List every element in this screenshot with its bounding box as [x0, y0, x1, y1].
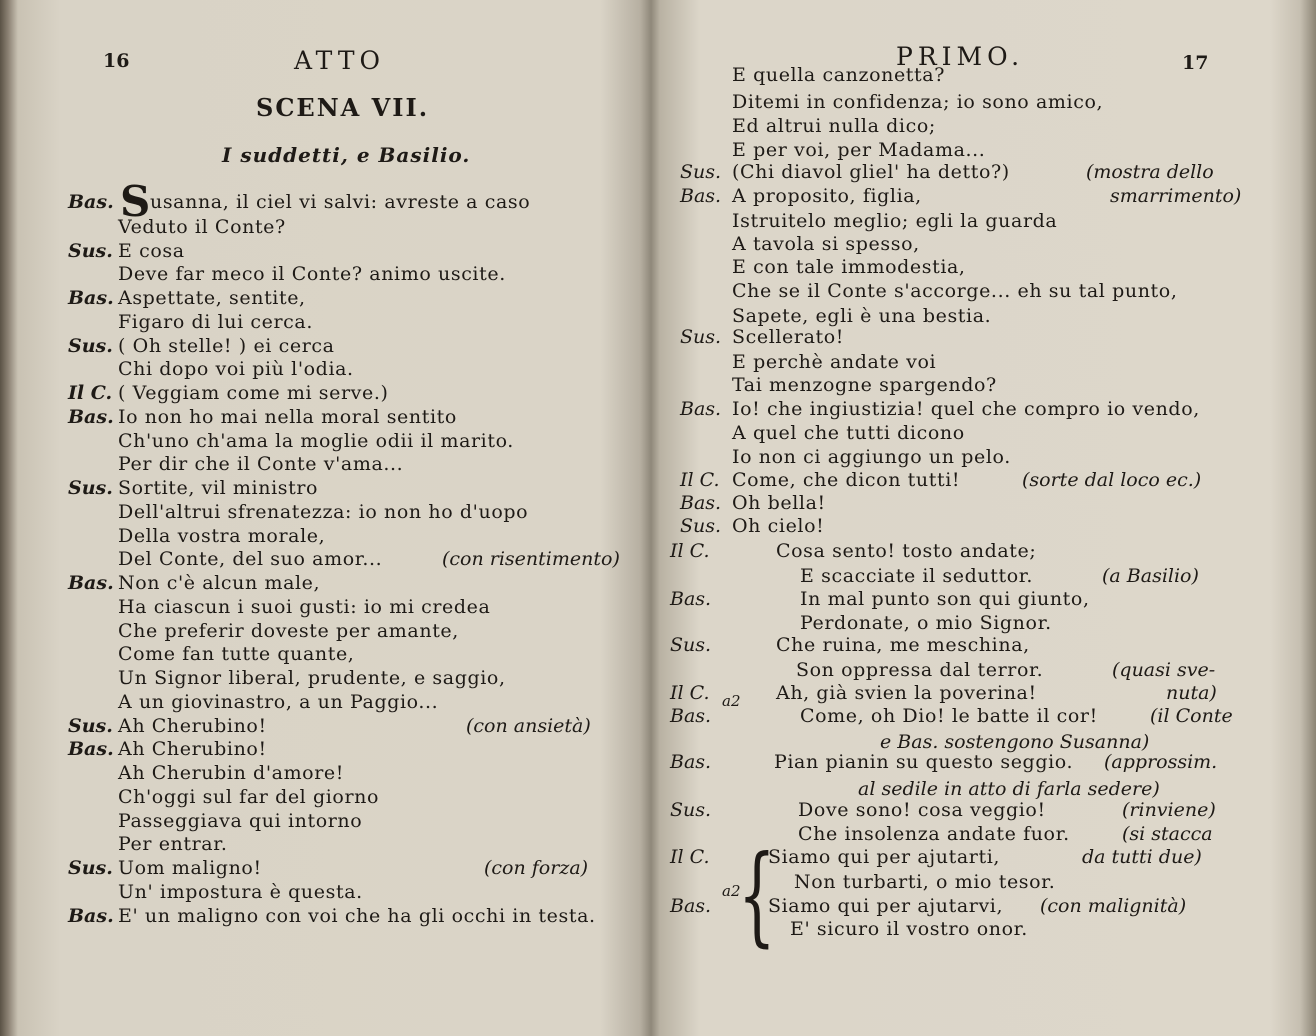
- verse-line: Oh bella!: [732, 492, 826, 514]
- speaker-label: Bas.: [68, 191, 114, 213]
- speaker-label: Bas.: [68, 572, 114, 594]
- verse-line: Io! che ingiustizia! quel che compro io vendo,: [732, 398, 1200, 420]
- running-head: PRIMO.: [896, 42, 1025, 71]
- page-number: 16: [103, 50, 130, 72]
- verse-line: Ah Cherubin d'amore!: [118, 762, 344, 784]
- verse-line: Cosa sento! tosto andate;: [776, 540, 1037, 562]
- verse-line: E cosa: [118, 240, 185, 262]
- verse-line: Passeggiava qui intorno: [118, 810, 363, 832]
- verse-line: Che preferir doveste per amante,: [118, 620, 459, 642]
- verse-line: Ed altrui nulla dico;: [732, 115, 936, 137]
- verse-line: E quella canzonetta?: [732, 64, 945, 86]
- verse-line: Come fan tutte quante,: [118, 643, 355, 665]
- stage-direction: da tutti due): [1082, 846, 1202, 868]
- stage-direction: (a Basilio): [1102, 565, 1199, 587]
- verse-line: Del Conte, del suo amor...: [118, 548, 383, 570]
- verse-line: A un giovinastro, a un Paggio...: [118, 691, 439, 713]
- verse-line: Io non ci aggiungo un pelo.: [732, 446, 1011, 468]
- verse-line: In mal punto son qui giunto,: [800, 588, 1090, 610]
- a2-label: a2: [722, 882, 741, 900]
- speaker-label: Sus.: [68, 477, 113, 499]
- verse-line: Per entrar.: [118, 833, 228, 855]
- speaker-label: Sus.: [680, 515, 722, 537]
- stage-direction: (il Conte: [1150, 705, 1233, 727]
- speaker-label: Bas.: [680, 492, 722, 514]
- verse-line: Ch'uno ch'ama la moglie odii il marito.: [118, 430, 514, 452]
- verse-line: Dell'altrui sfrenatezza: io non ho d'uopo: [118, 501, 529, 523]
- verse-line: Come, che dicon tutti!: [732, 469, 961, 491]
- verse-line: Che insolenza andate fuor.: [798, 823, 1070, 845]
- speaker-label: Bas.: [68, 738, 114, 760]
- speaker-label: Il C.: [670, 682, 710, 704]
- scene-characters: I suddetti, e Basilio.: [222, 143, 471, 167]
- speaker-label: Sus.: [680, 161, 722, 183]
- verse-line: Che se il Conte s'accorge... eh su tal punto,: [732, 280, 1178, 302]
- verse-line: Ch'oggi sul far del giorno: [118, 786, 380, 808]
- verse-line: Son oppressa dal terror.: [796, 659, 1044, 681]
- verse-line: E per voi, per Madama...: [732, 139, 986, 161]
- verse-line: Siamo qui per ajutarvi,: [768, 895, 1004, 917]
- verse-line: Ah, già svien la poverina!: [776, 682, 1037, 704]
- speaker-label: Sus.: [68, 715, 113, 737]
- stage-direction: (rinviene): [1122, 799, 1216, 821]
- verse-line: Non c'è alcun male,: [118, 572, 321, 594]
- verse-line: ( Veggiam come mi serve.): [118, 382, 389, 404]
- verse-line: Non turbarti, o mio tesor.: [794, 871, 1056, 893]
- verse-line: Istruitelo meglio; egli la guarda: [732, 210, 1058, 232]
- verse-line: usanna, il ciel vi salvi: avreste a caso: [150, 191, 531, 213]
- verse-line: Veduto il Conte?: [118, 216, 286, 238]
- verse-line: Che ruina, me meschina,: [776, 634, 1030, 656]
- stage-direction: smarrimento): [1110, 185, 1242, 207]
- verse-line: Ah Cherubino!: [118, 738, 267, 760]
- verse-line: Uom maligno!: [118, 857, 262, 879]
- verse-line: Per dir che il Conte v'ama...: [118, 453, 404, 475]
- stage-direction: (approssim.: [1104, 751, 1218, 773]
- drop-capital: S: [120, 177, 151, 226]
- verse-line: E scacciate il seduttor.: [800, 565, 1033, 587]
- speaker-label: Bas.: [68, 406, 114, 428]
- verse-line: Figaro di lui cerca.: [118, 311, 313, 333]
- verse-line: Io non ho mai nella moral sentito: [118, 406, 457, 428]
- verse-line: Chi dopo voi più l'odia.: [118, 358, 354, 380]
- verse-line: E perchè andate voi: [732, 351, 937, 373]
- speaker-label: Sus.: [670, 634, 712, 656]
- verse-line: E con tale immodestia,: [732, 256, 966, 278]
- stage-direction: (con ansietà): [466, 715, 591, 737]
- verse-line: Dove sono! cosa veggio!: [798, 799, 1046, 821]
- verse-line: Ah Cherubino!: [118, 715, 267, 737]
- speaker-label: Sus.: [680, 326, 722, 348]
- verse-line: A tavola si spesso,: [732, 233, 920, 255]
- verse-line: Sortite, vil ministro: [118, 477, 319, 499]
- stage-direction: (con risentimento): [442, 548, 620, 570]
- running-head: ATTO: [294, 46, 385, 75]
- stage-direction: (si stacca: [1122, 823, 1213, 845]
- verse-line: Ha ciascun i suoi gusti: io mi credea: [118, 596, 491, 618]
- verse-line: Tai menzogne spargendo?: [732, 374, 997, 396]
- verse-line: Un Signor liberal, prudente, e saggio,: [118, 667, 506, 689]
- speaker-label: Il C.: [670, 540, 710, 562]
- verse-line: A quel che tutti dicono: [732, 422, 965, 444]
- speaker-label: Bas.: [670, 751, 712, 773]
- verse-line: Deve far meco il Conte? animo uscite.: [118, 263, 506, 285]
- stage-direction: (sorte dal loco ec.): [1022, 469, 1202, 491]
- brace-icon: {: [738, 833, 776, 958]
- stage-direction: al sedile in atto di farla sedere): [858, 778, 1160, 800]
- verse-line: Della vostra morale,: [118, 525, 326, 547]
- verse-line: ( Oh stelle! ) ei cerca: [118, 335, 335, 357]
- scene-heading: SCENA VII.: [256, 93, 430, 122]
- speaker-label: Sus.: [68, 857, 113, 879]
- verse-line: Scellerato!: [732, 326, 845, 348]
- verse-line: Siamo qui per ajutarti,: [768, 846, 1001, 868]
- verse-line: Oh cielo!: [732, 515, 825, 537]
- verse-line: Pian pianin su questo seggio.: [774, 751, 1074, 773]
- stage-direction: (con forza): [484, 857, 589, 879]
- speaker-label: Bas.: [670, 895, 712, 917]
- verse-line: Sapete, egli è una bestia.: [732, 305, 992, 327]
- speaker-label: Bas.: [680, 185, 722, 207]
- speaker-label: Sus.: [670, 799, 712, 821]
- verse-line: E' sicuro il vostro onor.: [790, 918, 1028, 940]
- left-page: [0, 0, 648, 1036]
- speaker-label: Sus.: [68, 335, 113, 357]
- a2-label: a2: [722, 692, 741, 710]
- verse-line: Ditemi in confidenza; io sono amico,: [732, 91, 1104, 113]
- speaker-label: Bas.: [670, 705, 712, 727]
- speaker-label: Il C.: [680, 469, 720, 491]
- verse-line: Perdonate, o mio Signor.: [800, 612, 1052, 634]
- stage-direction: (quasi sve-: [1112, 659, 1216, 681]
- stage-direction: nuta): [1166, 682, 1217, 704]
- verse-line: E' un maligno con voi che ha gli occhi in testa.: [118, 905, 596, 927]
- speaker-label: Bas.: [68, 905, 114, 927]
- stage-direction: e Bas. sostengono Susanna): [880, 731, 1150, 753]
- speaker-label: Il C.: [68, 382, 113, 404]
- stage-direction: (con malignità): [1040, 895, 1187, 917]
- page-number: 17: [1182, 52, 1209, 74]
- right-page: [652, 0, 1316, 1036]
- speaker-label: Sus.: [68, 240, 113, 262]
- speaker-label: Bas.: [68, 287, 114, 309]
- speaker-label: Bas.: [670, 588, 712, 610]
- verse-line: Come, oh Dio! le batte il cor!: [800, 705, 1098, 727]
- verse-line: Un' impostura è questa.: [118, 881, 363, 903]
- speaker-label: Bas.: [680, 398, 722, 420]
- verse-line: Aspettate, sentite,: [118, 287, 306, 309]
- stage-direction: (mostra dello: [1086, 161, 1214, 183]
- verse-line: (Chi diavol gliel' ha detto?): [732, 161, 1010, 183]
- verse-line: A proposito, figlia,: [732, 185, 922, 207]
- speaker-label: Il C.: [670, 846, 710, 868]
